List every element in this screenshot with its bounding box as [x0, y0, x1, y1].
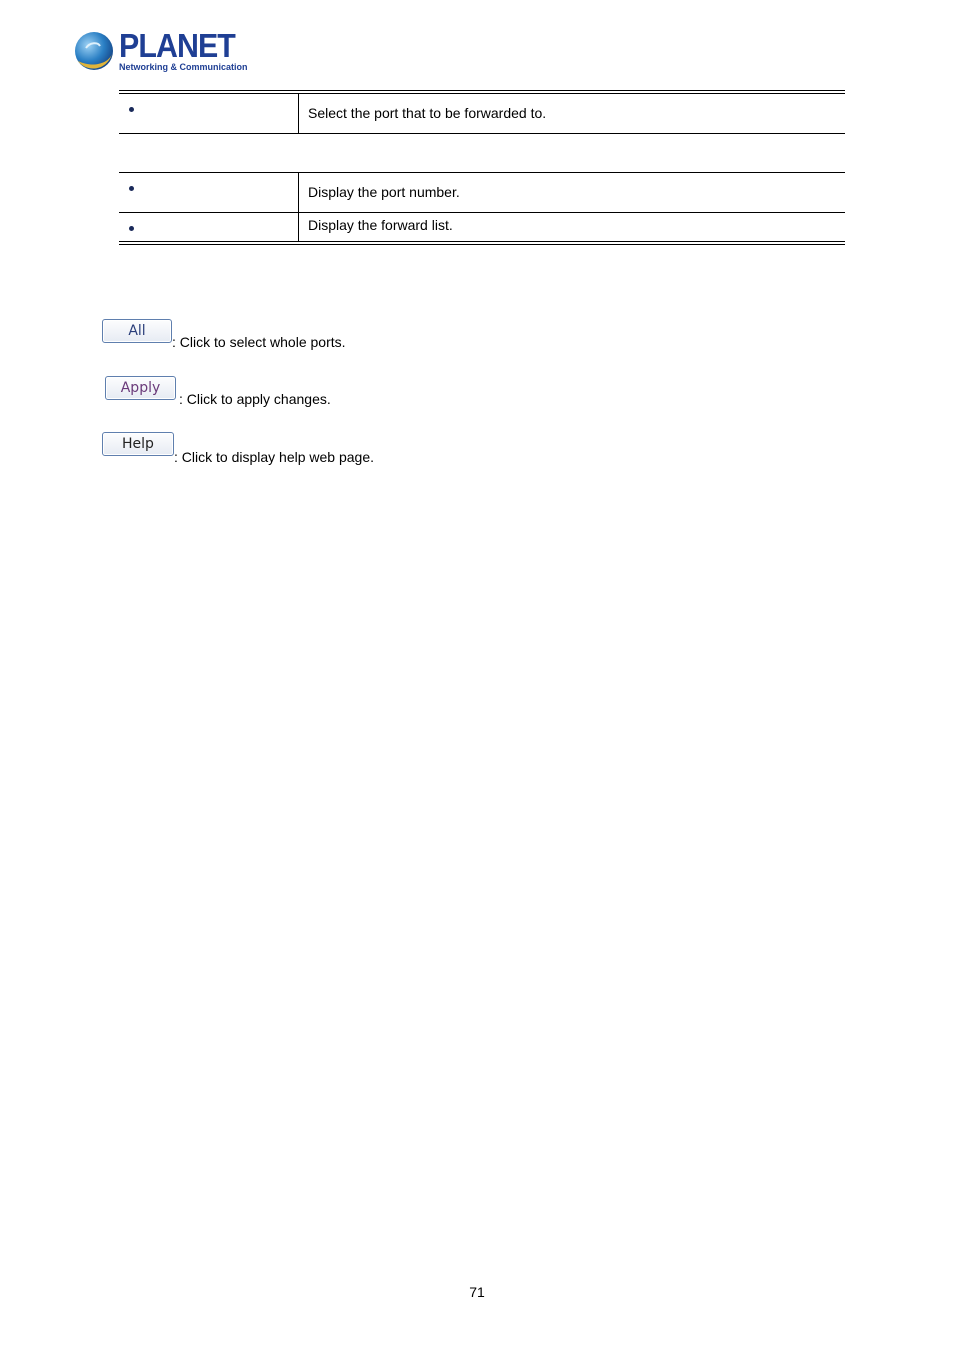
- page-number: 71: [469, 1284, 485, 1300]
- row-description: Display the forward list.: [308, 217, 453, 233]
- table-row: [119, 212, 845, 241]
- parameter-table-2: [119, 172, 845, 246]
- table-row: [119, 172, 845, 212]
- table-row: [119, 93, 845, 133]
- help-button-description: : Click to display help web page.: [174, 449, 374, 465]
- row-description: Select the port that to be forwarded to.: [308, 105, 547, 121]
- table-top-rule: [119, 90, 845, 91]
- row-bullet-icon: [129, 107, 134, 112]
- table-bottom-rule: [119, 133, 845, 134]
- apply-button[interactable]: Apply: [105, 376, 176, 400]
- table-bottom-rule-outer: [119, 244, 845, 245]
- row-bullet-icon: [129, 226, 134, 231]
- table-bottom-rule: [119, 241, 845, 242]
- row-bullet-icon: [129, 186, 134, 191]
- brand-tagline: Networking & Communication: [119, 62, 248, 72]
- planet-logo: [72, 27, 248, 76]
- apply-button-description: : Click to apply changes.: [179, 391, 331, 407]
- help-button[interactable]: Help: [102, 432, 174, 456]
- all-button-description: : Click to select whole ports.: [172, 334, 346, 350]
- row-description: Display the port number.: [308, 184, 460, 200]
- all-button[interactable]: All: [102, 319, 172, 343]
- brand-wordmark: PLANET: [119, 27, 235, 64]
- globe-icon: [72, 28, 116, 74]
- parameter-table-1: [119, 90, 845, 135]
